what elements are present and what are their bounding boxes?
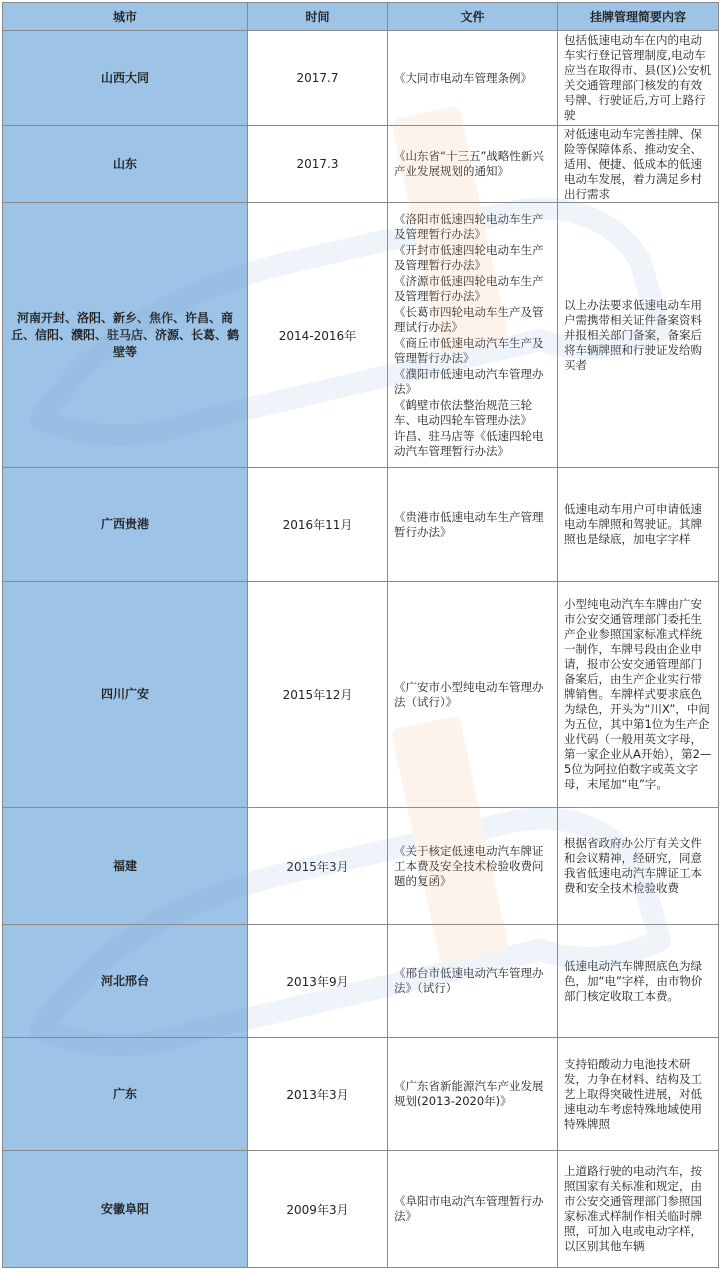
table-row — [3, 582, 719, 808]
file-cell — [388, 203, 558, 468]
summary-cell: 低速电动车用户可申请低速电动车牌照和驾驶证。其牌照也是绿底，加电字字样 — [558, 468, 719, 582]
file-name: 《关于核定低速电动汽车牌证工本费及安全技术检验收费问题的复函》 — [394, 843, 544, 888]
file-name: 《广东省新能源汽车产业发展规划(2013-2020年)》 — [394, 1079, 544, 1108]
file-cell — [388, 925, 558, 1038]
time-cell: 2017.3 — [248, 126, 388, 203]
city-cell: 河北邢台 — [3, 925, 248, 1038]
city-cell: 山西大同 — [3, 31, 248, 126]
file-name: 《鹤壁市依法整治规范三轮车、电动四轮车管理办法》 — [394, 397, 532, 427]
table-row — [3, 126, 719, 203]
file-cell — [388, 126, 558, 203]
time-cell: 2014-2016年 — [248, 203, 388, 468]
file-name: 《邢台市低速电动汽车管理办法》（试行） — [394, 966, 544, 995]
header-file: 文件 — [388, 3, 558, 31]
file-name: 《长葛市四轮电动车生产及管理试行办法》 — [394, 304, 544, 334]
time-cell: 2013年9月 — [248, 925, 388, 1038]
city-cell: 山东 — [3, 126, 248, 203]
header-time: 时间 — [248, 3, 388, 31]
file-name: 《大同市电动车管理条例》 — [394, 70, 532, 85]
time-cell: 2016年11月 — [248, 468, 388, 582]
table-row — [3, 1038, 719, 1151]
file-cell — [388, 1038, 558, 1151]
file-cell — [388, 1151, 558, 1268]
summary-cell: 根据省政府办公厅有关文件和会议精神，经研究，同意我省低速电动汽车牌证工本费和安全技术检验收费 — [558, 808, 719, 925]
summary-cell: 低速电动汽车牌照底色为绿色，加“电”字样，由市物价部门核定收取工本费。 — [558, 925, 719, 1038]
time-cell: 2015年3月 — [248, 808, 388, 925]
table-row — [3, 808, 719, 925]
plate-policy-table — [2, 2, 719, 1268]
file-name: 《濮阳市低速电动汽车管理办法》 — [394, 366, 544, 396]
table-row — [3, 31, 719, 126]
file-name: 《阜阳市电动汽车管理暂行办法》 — [394, 1194, 544, 1223]
city-cell: 安徽阜阳 — [3, 1151, 248, 1268]
file-cell — [388, 468, 558, 582]
city-cell: 河南开封、洛阳、新乡、焦作、许昌、商丘、信阳、濮阳、驻马店、济源、长葛、鹤壁等 — [3, 203, 248, 468]
table-row — [3, 468, 719, 582]
summary-cell: 支持铅酸动力电池技术研发，力争在材料、结构及工艺上取得突破性进展，对低速电动车考虑特殊地域使用特殊牌照 — [558, 1038, 719, 1151]
table-header — [3, 3, 719, 31]
city-cell: 广西贵港 — [3, 468, 248, 582]
file-name: 《洛阳市低速四轮电动车生产及管理暂行办法》 — [394, 211, 544, 241]
file-name: 《开封市低速四轮电动车生产及管理暂行办法》 — [394, 242, 544, 272]
file-name: 《山东省“十三五”战略性新兴产业发展规划的通知》 — [394, 149, 544, 178]
header-city: 城市 — [3, 3, 248, 31]
file-name: 《广安市小型纯电动车管理办法（试行）》 — [394, 679, 544, 709]
time-cell: 2015年12月 — [248, 582, 388, 808]
header-summary: 挂牌管理简要内容 — [558, 3, 719, 31]
time-cell: 2017.7 — [248, 31, 388, 126]
time-cell: 2013年3月 — [248, 1038, 388, 1151]
summary-cell: 上道路行驶的电动汽车，按照国家有关标准和规定，由市公安交通管理部门参照国家标准式样制作相关临时牌照，可加入电或电动字样，以区别其他车辆 — [558, 1151, 719, 1268]
header-row — [3, 3, 719, 31]
time-cell: 2009年3月 — [248, 1151, 388, 1268]
table-row — [3, 1151, 719, 1268]
summary-cell: 以上办法要求低速电动车用户需携带相关证件备案资料并报相关部门备案，备案后将车辆牌照和行驶证发给购买者 — [558, 203, 719, 468]
table-row — [3, 203, 719, 468]
file-cell — [388, 582, 558, 808]
file-name: 《济源市低速四轮电动车生产及管理暂行办法》 — [394, 273, 544, 303]
summary-cell: 包括低速电动车在内的电动车实行登记管理制度,电动车应当在取得市、县(区)公安机关交通管理部门核发的有效号牌、行驶证后,方可上路行驶 — [558, 31, 719, 126]
city-cell: 福建 — [3, 808, 248, 925]
file-cell — [388, 808, 558, 925]
file-name: 《商丘市低速电动汽车生产及管理暂行办法》 — [394, 335, 544, 365]
summary-cell: 小型纯电动汽车车牌由广安市公安交通管理部门委托生产企业参照国家标准式样统一制作，车牌号段由企业申请，报市公安交通管理部门备案后，由生产企业实行带牌销售。车牌样式要求底色为绿色，开头为“川X”，中间为五位，其中第1位为生产企业代码（一般用英文字母，第一家企业从A开始），第2—5位为阿拉伯数字或英文字母，末尾加“电”字。 — [558, 582, 719, 808]
file-name: 许昌、驻马店等《低速四轮电动汽车管理暂行办法》 — [394, 428, 544, 458]
file-name: 《贵港市低速电动车生产管理暂行办法》 — [394, 509, 544, 539]
table-row — [3, 925, 719, 1038]
city-cell: 四川广安 — [3, 582, 248, 808]
summary-cell: 对低速电动车完善挂牌、保险等保障体系、推动安全、适用、便捷、低成本的低速电动车发展，着力满足乡村出行需求 — [558, 126, 719, 203]
file-cell — [388, 31, 558, 126]
table-body — [3, 31, 719, 1268]
city-cell: 广东 — [3, 1038, 248, 1151]
